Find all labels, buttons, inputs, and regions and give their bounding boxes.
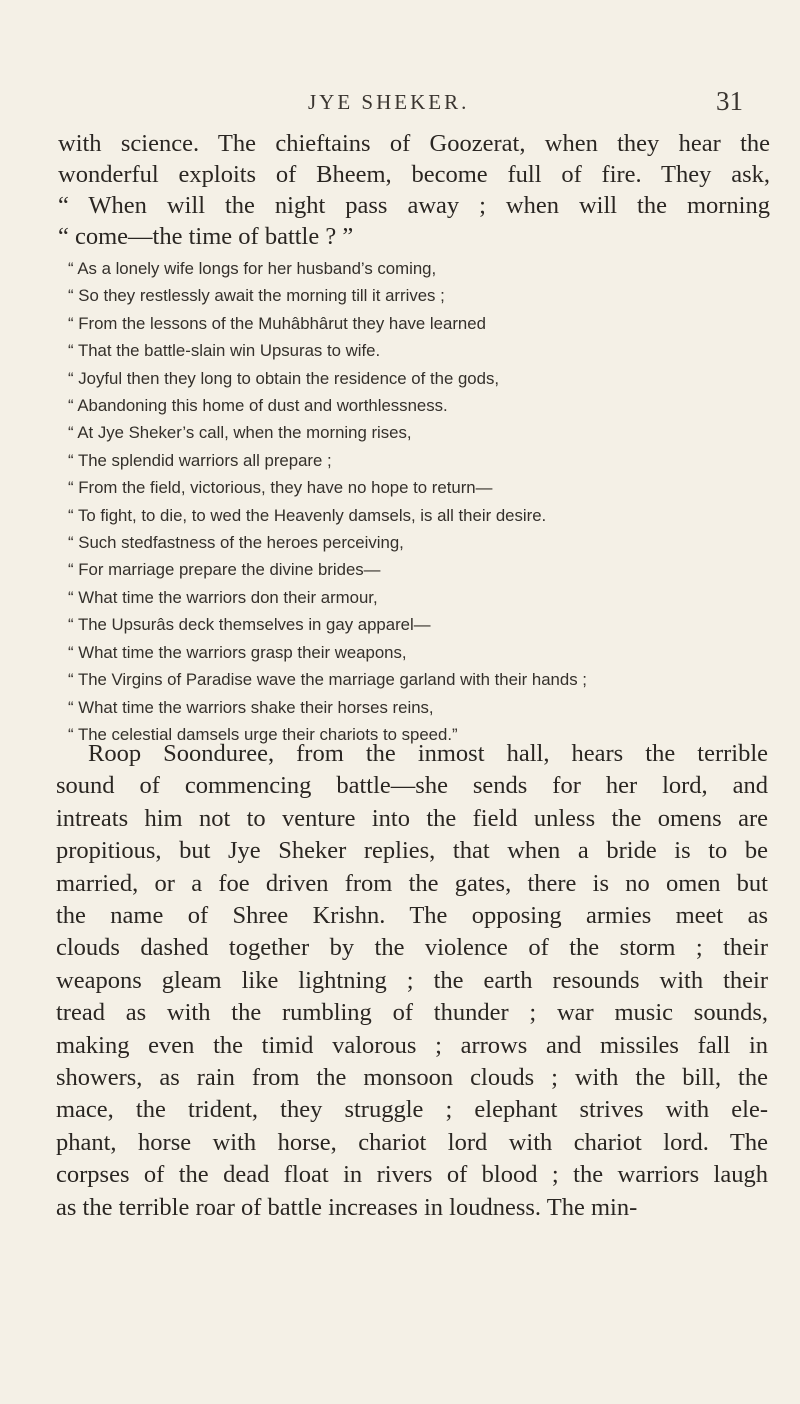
verse-line: “ The Upsurâs deck themselves in gay apparel— bbox=[68, 615, 431, 635]
verse-line: “ As a lonely wife longs for her husband’s coming, bbox=[68, 259, 437, 278]
verse-line: “ From the field, victorious, they have no hope to return— bbox=[68, 478, 493, 498]
verse-line: “ At Jye Sheker’s call, when the morning rises, bbox=[68, 423, 412, 443]
text-line: wonderful exploits of Bheem, become full of fire. They ask, bbox=[58, 161, 770, 188]
opening-paragraph bbox=[58, 128, 770, 252]
text-line: phant, horse with horse, chariot lord with chariot lord. The bbox=[56, 1128, 768, 1156]
verse-line: “ The Virgins of Paradise wave the marriage garland with their hands ; bbox=[68, 670, 587, 690]
text-line: corpses of the dead float in rivers of blood ; the warriors laugh bbox=[56, 1161, 768, 1189]
verse-line: “ What time the warriors don their armour, bbox=[68, 587, 378, 607]
verse-quotation bbox=[68, 255, 768, 748]
text-line: as the terrible roar of battle increases in loudness. The min- bbox=[56, 1193, 638, 1221]
text-line: “ When will the night pass away ; when will the morning bbox=[58, 192, 770, 219]
verse-line: “ Such stedfastness of the heroes perceiving, bbox=[68, 533, 404, 553]
verse-line: “ The celestial damsels urge their chariots to speed.” bbox=[68, 724, 458, 744]
text-line: mace, the trident, they struggle ; elephant strives with ele- bbox=[56, 1096, 768, 1124]
verse-line: “ What time the warriors grasp their weapons, bbox=[68, 642, 407, 662]
running-title: JYE SHEKER. bbox=[308, 90, 470, 114]
running-head bbox=[0, 86, 800, 126]
text-line: propitious, but Jye Sheker replies, that when a bride is to be bbox=[56, 837, 768, 865]
text-line: with science. The chieftains of Goozerat, when they hear the bbox=[58, 130, 770, 157]
verse-line: “ That the battle-slain win Upsuras to wife. bbox=[68, 341, 381, 361]
verse-line: “ To fight, to die, to wed the Heavenly damsels, is all their desire. bbox=[68, 505, 547, 525]
text-line: “ come—the time of battle ? ” bbox=[58, 223, 354, 250]
page-number: 31 bbox=[716, 86, 743, 116]
text-line: the name of Shree Krishn. The opposing armies meet as bbox=[56, 902, 768, 930]
verse-line: “ So they restlessly await the morning till it arrives ; bbox=[68, 286, 445, 306]
text-line: weapons gleam like lightning ; the earth resounds with their bbox=[56, 966, 768, 994]
verse-line: “ For marriage prepare the divine brides— bbox=[68, 560, 381, 580]
text-line: tread as with the rumbling of thunder ; war music sounds, bbox=[56, 999, 768, 1027]
text-line: sound of commencing battle—she sends for her lord, and bbox=[56, 772, 768, 800]
verse-line: “ What time the warriors shake their horses reins, bbox=[68, 697, 434, 717]
narrative-paragraph bbox=[56, 738, 768, 1224]
text-line: making even the timid valorous ; arrows and missiles fall in bbox=[56, 1031, 768, 1059]
verse-line: “ From the lessons of the Muhâbhârut they have learned bbox=[68, 313, 486, 333]
text-line: clouds dashed together by the violence of the storm ; their bbox=[56, 934, 768, 962]
verse-line: “ Abandoning this home of dust and worthlessness. bbox=[68, 396, 448, 416]
text-line: married, or a foe driven from the gates, there is no omen but bbox=[56, 869, 768, 897]
text-line: intreats him not to venture into the field unless the omens are bbox=[56, 804, 768, 832]
verse-line: “ The splendid warriors all prepare ; bbox=[68, 450, 332, 470]
text-line: showers, as rain from the monsoon clouds ; with the bill, the bbox=[56, 1064, 768, 1092]
verse-line: “ Joyful then they long to obtain the residence of the gods, bbox=[68, 368, 500, 388]
text-line: Roop Soonduree, from the inmost hall, hears the terrible bbox=[88, 740, 768, 767]
